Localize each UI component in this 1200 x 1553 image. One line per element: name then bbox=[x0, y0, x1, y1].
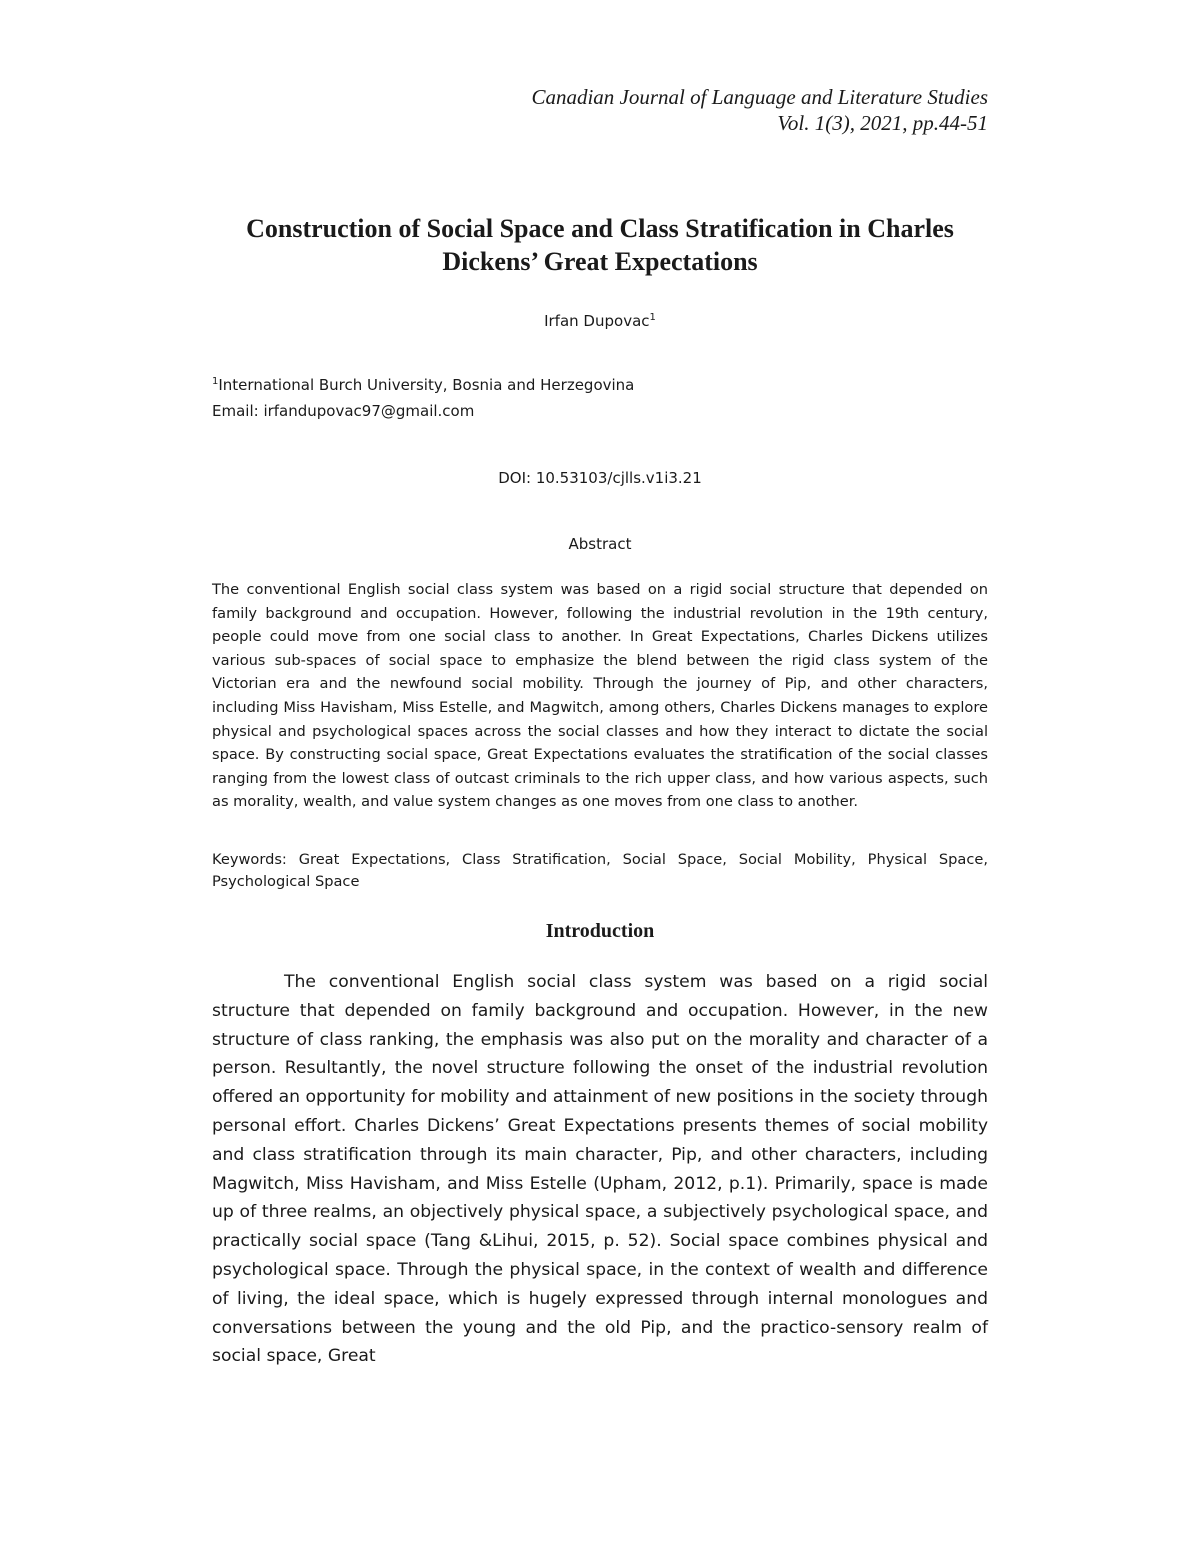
keywords: Keywords: Great Expectations, Class Stratification, Social Space, Social Mobility, Physical Space, Psychological Space bbox=[212, 851, 988, 890]
paper-title bbox=[150, 212, 1050, 278]
journal-volume: Vol. 1(3), 2021, pp.44-51 bbox=[777, 111, 988, 135]
affiliation-block bbox=[212, 372, 634, 424]
author-superscript: 1 bbox=[649, 312, 656, 323]
journal-header bbox=[288, 84, 988, 136]
author-name: Irfan Dupovac bbox=[544, 312, 650, 330]
journal-name: Canadian Journal of Language and Literature Studies bbox=[531, 85, 988, 109]
affiliation-institution: International Burch University, Bosnia and Herzegovina bbox=[218, 376, 635, 394]
title-line-2: Dickens’ Great Expectations bbox=[442, 247, 758, 276]
author-email: Email: irfandupovac97@gmail.com bbox=[212, 402, 475, 420]
doi: DOI: 10.53103/cjlls.v1i3.21 bbox=[498, 469, 702, 487]
abstract-heading: Abstract bbox=[568, 535, 632, 553]
affiliation-line bbox=[212, 372, 634, 398]
author-line bbox=[0, 312, 1200, 330]
introduction-text: The conventional English social class system was based on a rigid social structure that depended on family background and occupation. However, in the new structure of class ranking, the emphasis was also put on the morality and character of a person. Resultantly, the novel structure following the onset of the industrial revolution offered an opportunity for mobility and attainment of new positions in the society through personal effort. Charles Dickens’ Great Expectations presents themes of social mobility and class stratification through its main character, Pip, and other characters, including Magwitch, Miss Havisham, and Miss Estelle (Upham, 2012, p.1). Primarily, space is made up of three realms, an objectively physical space, a subjectively psychological space, and practically social space (Tang &Lihui, 2015, p. 52). Social space combines physical and psychological space. Through the physical space, in the context of wealth and difference of living, the ideal space, which is hugely expressed through internal monologues and conversations between the young and the old Pip, and the practico-sensory realm of social space, Great bbox=[212, 972, 988, 1367]
abstract-text: The conventional English social class system was based on a rigid social structure that depended on family background and occupation. However, following the industrial revolution in the 19th century, people could move from one social class to another. In Great Expectations, Charles Dickens utilizes various sub-spaces of social space to emphasize the blend between the rigid class system of the Victorian era and the newfound social mobility. Through the journey of Pip, and other characters, including Miss Havisham, Miss Estelle, and Magwitch, among others, Charles Dickens manages to explore physical and psychological spaces across the social classes and how they interact to dictate the social space. By constructing social space, Great Expectations evaluates the stratification of the social classes ranging from the lowest class of outcast criminals to the rich upper class, and how various aspects, such as morality, wealth, and value system changes as one moves from one class to another. bbox=[212, 581, 988, 811]
introduction-heading: Introduction bbox=[545, 920, 655, 942]
affiliation-superscript: 1 bbox=[212, 376, 219, 387]
title-line-1: Construction of Social Space and Class Stratification in Charles bbox=[246, 214, 954, 243]
